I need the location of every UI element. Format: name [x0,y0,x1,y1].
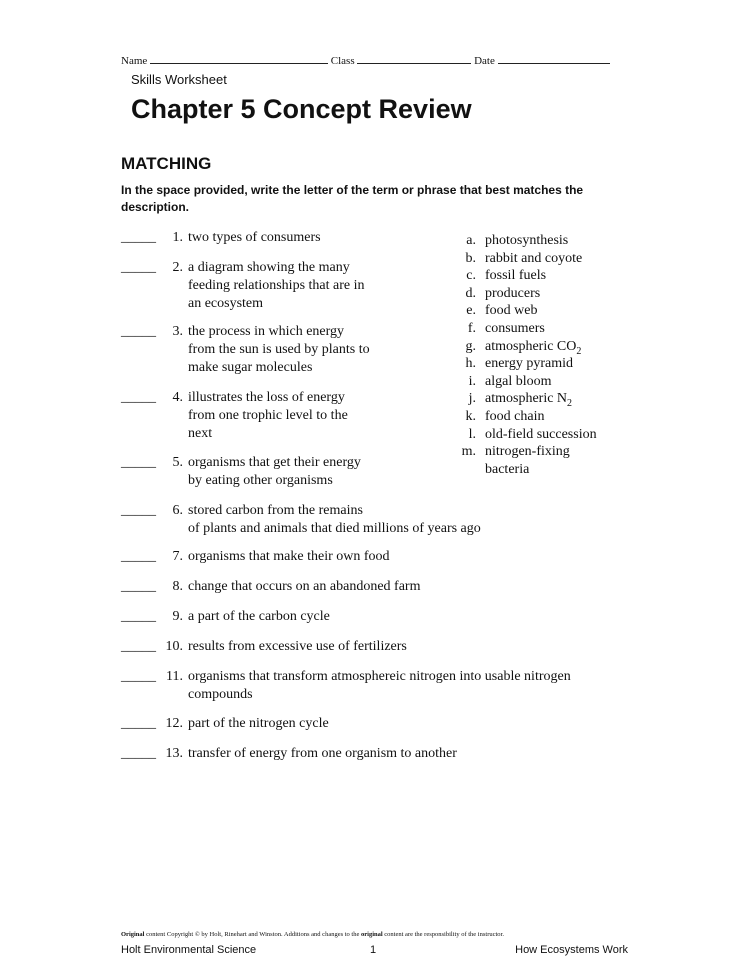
option-term: old-field succession [485,426,597,442]
instructions: In the space provided, write the letter of the term or phrase that best matches the description. [121,183,584,214]
footer-left: Holt Environmental Science [121,944,257,956]
question-line: two types of consumers [188,230,321,245]
question-text [188,668,571,704]
question-line: results from excessive use of fertilizers [188,639,407,654]
option-letter: a. [466,233,476,248]
section-heading: MATCHING [121,154,212,173]
question-line: a part of the carbon cycle [188,609,330,624]
question-text [188,323,370,377]
question-line: of plants and animals that died millions of years ago [188,521,481,536]
question-line: organisms that get their energy [188,455,361,470]
question-number: 4. [172,390,183,405]
option-text [485,250,582,268]
class-label: Class [330,55,355,67]
option-text [485,373,552,391]
page-number: 1 [370,944,377,956]
answer-blank[interactable]: _____ [121,230,156,245]
answer-blank[interactable]: _____ [121,609,156,624]
option-term: producers [485,285,541,301]
question-text [188,745,457,763]
question-text [188,608,330,626]
question-line: by eating other organisms [188,473,333,488]
option-text [485,232,568,250]
worksheet-subtitle: Skills Worksheet [131,72,227,87]
question-number: 2. [172,260,183,275]
question-text [188,259,365,313]
option-letter: i. [468,373,476,389]
option-letter: k. [465,409,476,424]
copyright-original-2: original [361,931,383,938]
option-term-continued: bacteria [485,461,530,477]
option-term: atmospheric N [485,391,568,407]
question-line: stored carbon from the remains [188,503,363,518]
copyright-note [121,931,504,938]
question-line: illustrates the loss of energy [188,390,345,405]
option-text [485,355,573,373]
question-number: 12. [165,716,183,731]
question-line: organisms that transform atmosphereic nitrogen into usable nitrogen [188,669,571,684]
option-term: atmospheric CO [485,338,577,354]
question-number: 10. [165,639,183,654]
question-text [188,389,348,443]
class-field[interactable] [357,51,471,64]
question-number: 7. [172,549,183,564]
answer-blank[interactable]: _____ [121,455,156,470]
question-number: 1. [172,230,183,245]
option-letter: e. [466,303,476,319]
option-term: rabbit and coyote [485,250,583,266]
option-letter: l. [468,426,476,442]
footer-right: How Ecosystems Work [515,944,628,956]
option-letter: m. [461,444,476,460]
page-title: Chapter 5 Concept Review [131,94,472,124]
option-letter: j. [468,391,476,407]
answer-blank[interactable]: _____ [121,639,156,654]
answer-blank[interactable]: _____ [121,503,156,518]
option-subscript: 2 [576,345,582,357]
question-number: 13. [165,746,183,761]
option-text [485,426,597,444]
question-line: next [188,426,213,441]
question-line: the process in which energy [188,324,345,339]
question-number: 11. [166,669,183,684]
question-line: an ecosystem [188,296,264,311]
option-term: consumers [485,321,545,336]
option-term: energy pyramid [485,356,573,372]
question-line: make sugar molecules [188,360,313,375]
question-line: compounds [188,687,253,702]
answer-blank[interactable]: _____ [121,390,156,405]
question-line: transfer of energy from one organism to another [188,746,457,761]
copyright-end: content are the responsibility of the instructor. [384,931,504,938]
option-text [485,267,546,285]
date-label: Date [474,55,495,67]
copyright-text: content Copyright © by Holt, Rinehart and Winston. Additions and changes to the [146,931,360,938]
header-fields [121,51,610,67]
option-text [485,408,544,426]
answer-blank[interactable]: _____ [121,716,156,731]
option-letter: c. [466,268,476,284]
question-text [188,578,420,596]
answer-blank[interactable]: _____ [121,260,156,275]
name-field[interactable] [150,51,328,64]
option-text [485,320,545,338]
question-line: feeding relationships that are in [188,278,365,293]
option-letter: h. [465,356,476,372]
question-line: change that occurs on an abandoned farm [188,579,421,594]
question-number: 3. [172,324,183,339]
answer-blank[interactable]: _____ [121,579,156,594]
option-letter: b. [465,250,476,266]
question-text [188,715,329,733]
option-term: nitrogen-fixing [485,444,570,460]
answer-blank[interactable]: _____ [121,669,156,684]
question-line: a diagram showing the many [188,260,350,275]
answer-blank[interactable]: _____ [121,324,156,339]
copyright-original-1: Original [121,931,145,938]
option-term: fossil fuels [485,268,547,284]
question-line: part of the nitrogen cycle [188,716,329,731]
option-text [485,302,538,320]
question-number: 9. [172,609,183,624]
question-line: from one trophic level to the [188,408,348,423]
question-line: from the sun is used by plants to [188,342,370,357]
date-field[interactable] [498,51,610,64]
answer-blank[interactable]: _____ [121,549,156,564]
question-text [188,454,361,490]
question-line: organisms that make their own food [188,549,390,564]
option-term: food web [485,303,538,319]
option-letter: g. [465,338,476,354]
option-letter: d. [465,285,476,301]
option-text [485,443,570,478]
question-number: 5. [172,455,183,470]
question-text [188,502,481,538]
answer-blank[interactable]: _____ [121,746,156,761]
question-text [188,638,407,656]
option-term: photosynthesis [485,233,569,248]
question-text [188,548,390,566]
option-text [485,285,540,303]
name-label: Name [121,55,148,67]
question-text [188,229,321,247]
option-subscript: 2 [567,398,573,410]
option-term: food chain [485,409,545,424]
question-number: 8. [172,579,183,594]
option-letter: f. [467,321,476,336]
question-number: 6. [172,503,183,518]
option-term: algal bloom [485,373,552,389]
